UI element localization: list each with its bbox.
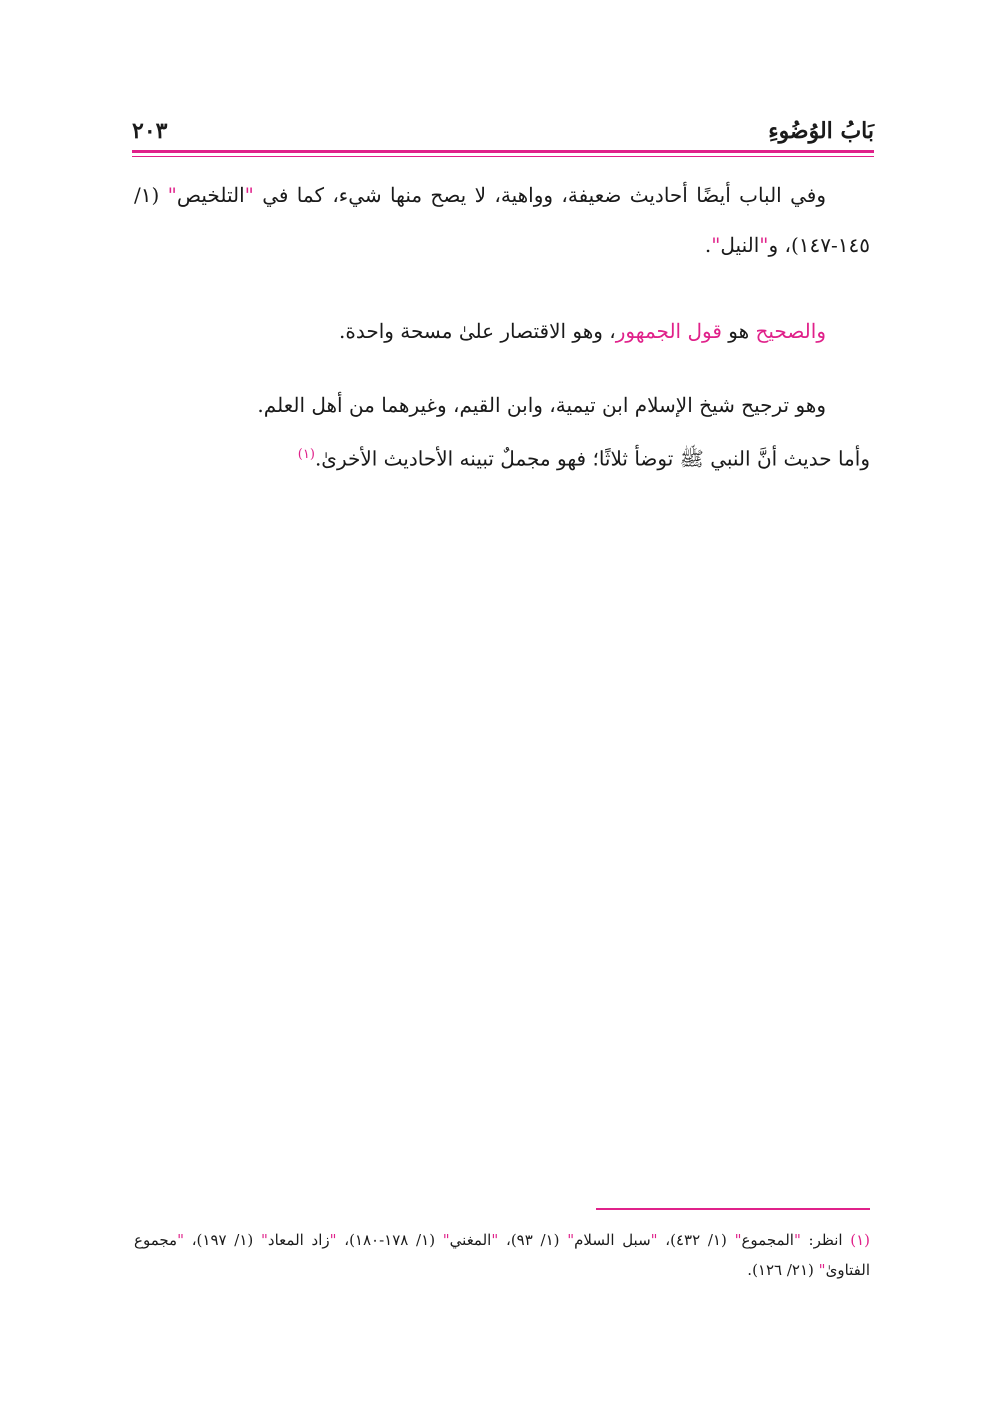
quote-mark: " bbox=[261, 1231, 268, 1249]
footnote-book: المغني bbox=[449, 1231, 492, 1249]
running-header bbox=[132, 112, 874, 152]
paragraph3-line2 bbox=[134, 430, 870, 484]
footnote-ref: (١/ ٤٣٢)، bbox=[657, 1231, 735, 1249]
quote-mark: " bbox=[442, 1231, 450, 1249]
paragraph-correct-view bbox=[134, 306, 870, 356]
paragraph2-text-b: ، وهو الاقتصار علىٰ مسحة واحدة. bbox=[339, 319, 616, 343]
quote-mark: " bbox=[491, 1231, 499, 1249]
footnote-ref: (١/ ٩٣)، bbox=[498, 1231, 568, 1249]
footnote-ref: (١/ ١٧٨-١٨٠)، bbox=[336, 1231, 443, 1249]
quote-mark: " bbox=[167, 183, 177, 207]
chapter-title: بَابُ الوُضُوءِ bbox=[768, 118, 874, 144]
header-rule-thin bbox=[132, 156, 874, 157]
quote-mark: " bbox=[711, 233, 721, 257]
quote-mark: " bbox=[818, 1261, 826, 1279]
footnote-ref: (١/ ١٩٧)، bbox=[184, 1231, 261, 1249]
page-number: ٢٠٣ bbox=[132, 118, 168, 144]
footnote-separator bbox=[596, 1208, 870, 1210]
paragraph-weak-hadiths bbox=[134, 170, 870, 270]
paragraph-tarjih bbox=[134, 380, 870, 484]
quote-mark: " bbox=[567, 1231, 575, 1249]
hadith-text: وأما حديث أنَّ النبي ﷺ توضأ ثلاثًا؛ فهو مجملٌ تبينه الأحاديث الأخرىٰ. bbox=[314, 446, 870, 471]
highlight-sahih: والصحيح bbox=[755, 319, 826, 343]
highlight-jumhur: قول الجمهور bbox=[615, 319, 722, 343]
paragraph2-text-a: هو bbox=[721, 319, 756, 343]
paragraph3-line1 bbox=[134, 380, 870, 430]
footnote-book: سبل السلام bbox=[574, 1231, 651, 1249]
footnote bbox=[134, 1225, 870, 1285]
quote-mark: " bbox=[650, 1231, 658, 1249]
footnote-marker: (١) bbox=[850, 1231, 871, 1249]
tarjih-text: وهو ترجيح شيخ الإسلام ابن تيمية، وابن القيم، وغيرهما من أهل العلم. bbox=[257, 393, 826, 417]
quote-mark: " bbox=[177, 1231, 184, 1249]
footnote-book: زاد المعاد bbox=[267, 1231, 330, 1249]
footnote-book: مجموع الفتاوىٰ bbox=[134, 1231, 870, 1279]
quote-mark: " bbox=[793, 1231, 801, 1249]
quote-mark: " bbox=[734, 1231, 742, 1249]
footnote-book: المجموع bbox=[741, 1231, 794, 1249]
header-rule-thick bbox=[132, 150, 874, 153]
reference-talkhis: (١/ ١٤٥-١٤٧)، و bbox=[134, 183, 870, 257]
quote-mark: " bbox=[329, 1231, 337, 1249]
quote-mark: " bbox=[759, 233, 769, 257]
paragraph1-end: . bbox=[704, 233, 712, 257]
quote-mark: " bbox=[244, 183, 254, 207]
footnote-reference-marker[interactable]: (١) bbox=[297, 447, 315, 462]
paragraph1-text: وفي الباب أيضًا أحاديث ضعيفة، وواهية، لا يصح منها شيء، كما في bbox=[253, 183, 826, 207]
footnote-lead: انظر: bbox=[800, 1231, 851, 1249]
footnote-ref: (٢١/ ١٢٦). bbox=[747, 1261, 819, 1279]
book-title-talkhis: التلخيص bbox=[176, 183, 245, 207]
book-title-nayl: النيل bbox=[720, 233, 760, 257]
